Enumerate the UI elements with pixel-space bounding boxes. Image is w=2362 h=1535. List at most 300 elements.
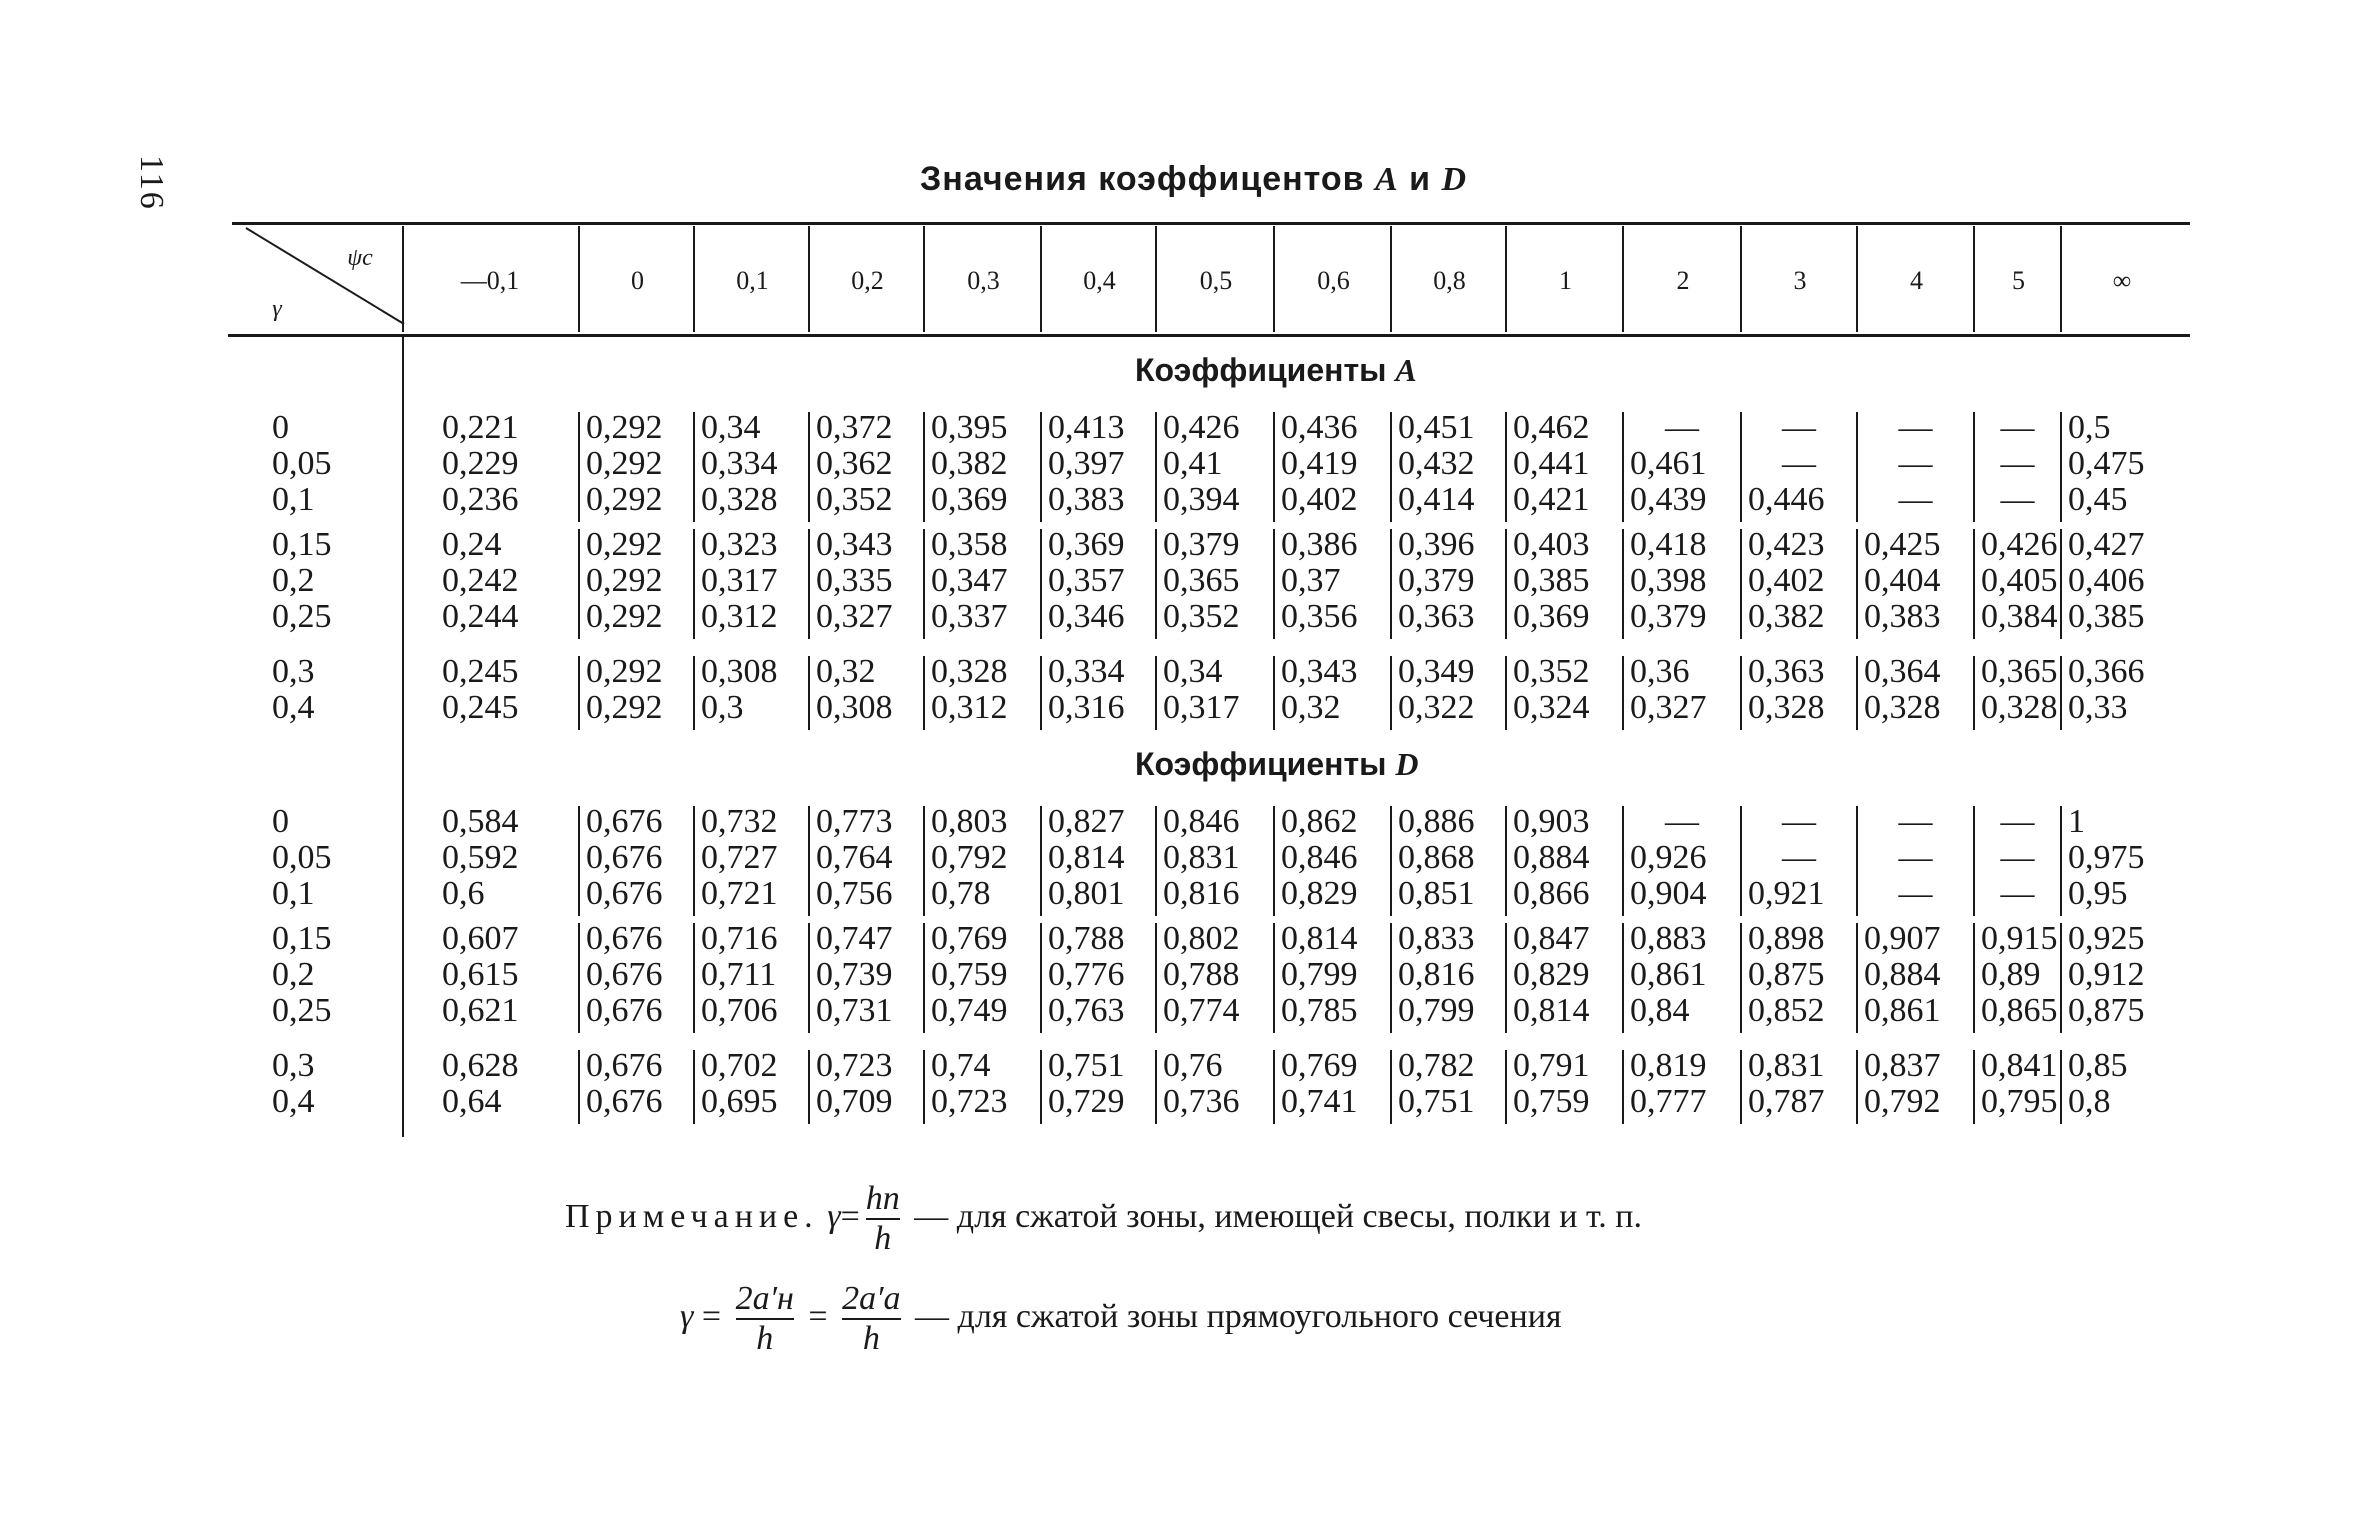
table-cell: 0,592 — [442, 839, 519, 876]
table-cell: — — [2000, 839, 2035, 876]
table-cell: 0,5 — [2068, 409, 2111, 446]
group-divider — [1740, 529, 1742, 639]
table-cell: 0,312 — [931, 689, 1008, 726]
table-cell: — — [2000, 875, 2035, 912]
table-cell: 0,403 — [1513, 526, 1590, 563]
title-letter-d: D — [1441, 161, 1468, 198]
group-divider — [1622, 923, 1624, 1033]
group-divider — [923, 529, 925, 639]
group-divider — [1273, 412, 1275, 522]
table-cell: 0,731 — [816, 992, 893, 1029]
gamma-column-rule — [402, 337, 404, 1137]
table-cell: 0,751 — [1398, 1083, 1475, 1120]
group-divider — [1740, 923, 1742, 1033]
table-cell: 0,846 — [1281, 839, 1358, 876]
gamma-value: 0 — [272, 803, 289, 840]
fraction-numerator: 2a′н — [735, 1280, 794, 1317]
table-cell: — — [2000, 409, 2035, 446]
column-header-psi: 0,2 — [851, 266, 884, 295]
table-cell: 0,36 — [1630, 653, 1690, 690]
table-cell: 0,716 — [701, 920, 778, 957]
fraction-numerator: 2a′а — [842, 1280, 901, 1317]
group-divider — [693, 1050, 695, 1124]
table-cell: 0,706 — [701, 992, 778, 1029]
table-cell: — — [2000, 445, 2035, 482]
group-divider — [1505, 656, 1507, 730]
table-cell: 0,814 — [1513, 992, 1590, 1029]
column-header-psi: 0,1 — [736, 266, 769, 295]
title-and: и — [1409, 160, 1432, 198]
table-cell: 0,385 — [2068, 598, 2145, 635]
fraction-denominator: h — [866, 1218, 900, 1258]
group-divider — [578, 656, 580, 730]
table-cell: 0,875 — [2068, 992, 2145, 1029]
table-cell: — — [1898, 839, 1933, 876]
group-divider — [1155, 1050, 1157, 1124]
column-header-psi: 0,6 — [1317, 266, 1350, 295]
table-cell: 0,379 — [1630, 598, 1707, 635]
note-text-2: — для сжатой зоны прямоугольного сечения — [915, 1297, 1562, 1335]
table-cell: 0,418 — [1630, 526, 1707, 563]
table-cell: 0,364 — [1864, 653, 1941, 690]
table-title — [920, 160, 1467, 199]
table-cell: 0,34 — [1163, 653, 1223, 690]
table-cell: 0,827 — [1048, 803, 1125, 840]
fraction-numerator: hп — [865, 1180, 900, 1217]
table-cell: 0,436 — [1281, 409, 1358, 446]
table-cell: 0,831 — [1163, 839, 1240, 876]
group-divider — [1390, 923, 1392, 1033]
group-divider — [1856, 1050, 1858, 1124]
table-cell: 0,862 — [1281, 803, 1358, 840]
table-cell: 0,875 — [1748, 956, 1825, 993]
table-cell: 0,741 — [1281, 1083, 1358, 1120]
table-cell: 0,362 — [816, 445, 893, 482]
group-divider — [1740, 656, 1742, 730]
table-cell: 0,841 — [1981, 1047, 2058, 1084]
table-cell: 0,926 — [1630, 839, 1707, 876]
group-divider — [2060, 923, 2062, 1033]
column-header-psi: —0,1 — [460, 266, 520, 295]
group-divider — [1973, 529, 1975, 639]
group-divider — [693, 806, 695, 916]
table-cell: 0,357 — [1048, 562, 1125, 599]
table-cell: 0,426 — [1163, 409, 1240, 446]
table-cell: 0,292 — [586, 481, 663, 518]
table-cell: 0,292 — [586, 653, 663, 690]
fraction-hp-over-h — [866, 1180, 900, 1258]
table-cell: 0,884 — [1513, 839, 1590, 876]
table-cell: 0,363 — [1398, 598, 1475, 635]
table-cell: 0,801 — [1048, 875, 1125, 912]
group-divider — [1273, 656, 1275, 730]
table-cell: 0,85 — [2068, 1047, 2128, 1084]
table-cell: — — [1782, 409, 1816, 446]
group-divider — [693, 923, 695, 1033]
table-cell: 0,732 — [701, 803, 778, 840]
table-cell: 0,776 — [1048, 956, 1125, 993]
group-divider — [1040, 656, 1042, 730]
table-cell: 0,322 — [1398, 689, 1475, 726]
table-cell: 0,763 — [1048, 992, 1125, 1029]
group-divider — [1040, 806, 1042, 916]
table-cell: 0,759 — [931, 956, 1008, 993]
table-cell: 0,242 — [442, 562, 519, 599]
table-cell: 0,446 — [1748, 481, 1825, 518]
table-cell: 0,427 — [2068, 526, 2145, 563]
group-divider — [1973, 923, 1975, 1033]
table-cell: 0,628 — [442, 1047, 519, 1084]
table-cell: 0,327 — [816, 598, 893, 635]
table-cell: 0,769 — [1281, 1047, 1358, 1084]
table-cell: 0,396 — [1398, 526, 1475, 563]
table-cell: 0,317 — [701, 562, 778, 599]
gamma-value: 0,15 — [272, 526, 332, 563]
table-cell: 0,382 — [1748, 598, 1825, 635]
table-cell: 0,366 — [2068, 653, 2145, 690]
table-cell: — — [1665, 409, 1699, 446]
group-divider — [578, 923, 580, 1033]
section-title-text: Коэффициенты — [1135, 352, 1387, 388]
table-cell: 0,379 — [1163, 526, 1240, 563]
group-divider — [923, 412, 925, 522]
table-cell: 0,328 — [701, 481, 778, 518]
group-divider — [1622, 806, 1624, 916]
table-cell: 0,397 — [1048, 445, 1125, 482]
table-cell: 0,814 — [1048, 839, 1125, 876]
table-cell: 0,328 — [1748, 689, 1825, 726]
note-equals-3: = — [808, 1297, 828, 1335]
table-cell: 0,358 — [931, 526, 1008, 563]
table-cell: 0,292 — [586, 689, 663, 726]
note-gamma-1: γ — [827, 1197, 841, 1235]
group-divider — [808, 1050, 810, 1124]
table-cell: 0,229 — [442, 445, 519, 482]
table-cell: 0,292 — [586, 526, 663, 563]
group-divider — [1856, 412, 1858, 522]
group-divider — [578, 1050, 580, 1124]
table-cell: 0,89 — [1981, 956, 2041, 993]
gamma-value: 0,1 — [272, 875, 315, 912]
group-divider — [923, 923, 925, 1033]
table-cell: 0,385 — [1513, 562, 1590, 599]
table-cell: 0,423 — [1748, 526, 1825, 563]
table-cell: 0,759 — [1513, 1083, 1590, 1120]
column-header-psi: 0,5 — [1199, 266, 1233, 295]
table-cell: 0,777 — [1630, 1083, 1707, 1120]
table-cell: 0,799 — [1281, 956, 1358, 993]
group-divider — [1390, 1050, 1392, 1124]
gamma-value: 0,25 — [272, 598, 332, 635]
column-header-psi: 4 — [1910, 266, 1923, 295]
table-cell: 0,846 — [1163, 803, 1240, 840]
column-header-psi: 5 — [2012, 266, 2025, 295]
table-cell: 0,475 — [2068, 445, 2145, 482]
table-cell: 0,432 — [1398, 445, 1475, 482]
table-cell: 0,785 — [1281, 992, 1358, 1029]
fraction-2aa-over-h — [842, 1280, 900, 1358]
table-cell: 0,383 — [1864, 598, 1941, 635]
group-divider — [2060, 656, 2062, 730]
group-divider — [1740, 806, 1742, 916]
table-cell: 0,795 — [1981, 1083, 2058, 1120]
group-divider — [693, 529, 695, 639]
table-cell: 0,912 — [2068, 956, 2145, 993]
table-cell: 0,426 — [1981, 526, 2058, 563]
gamma-value: 0 — [272, 409, 289, 446]
table-cell: 0,292 — [586, 409, 663, 446]
table-cell: 0,792 — [931, 839, 1008, 876]
group-divider — [1622, 412, 1624, 522]
group-divider — [1273, 1050, 1275, 1124]
table-cell: 0,324 — [1513, 689, 1590, 726]
group-divider — [2060, 529, 2062, 639]
table-cell: 0,6 — [442, 875, 485, 912]
table-cell: 0,747 — [816, 920, 893, 957]
table-cell: 0,774 — [1163, 992, 1240, 1029]
table-cell: 0,365 — [1163, 562, 1240, 599]
table-cell: 0,903 — [1513, 803, 1590, 840]
table-cell: 0,816 — [1163, 875, 1240, 912]
gamma-value: 0,2 — [272, 956, 315, 993]
table-cell: 0,334 — [701, 445, 778, 482]
table-cell: 0,802 — [1163, 920, 1240, 957]
table-cell: 0,676 — [586, 1083, 663, 1120]
group-divider — [1155, 412, 1157, 522]
group-divider — [693, 656, 695, 730]
table-cell: 0,829 — [1281, 875, 1358, 912]
group-divider — [1155, 806, 1157, 916]
table-cell: 0,773 — [816, 803, 893, 840]
table-cell: 0,788 — [1163, 956, 1240, 993]
group-divider — [693, 412, 695, 522]
group-divider — [578, 806, 580, 916]
group-divider — [1505, 412, 1507, 522]
gamma-value: 0,2 — [272, 562, 315, 599]
table-cell: 0,398 — [1630, 562, 1707, 599]
table-cell: 0,402 — [1748, 562, 1825, 599]
table-cell: — — [1898, 481, 1933, 518]
fraction-2an-over-h — [736, 1280, 794, 1358]
table-cell: 0,788 — [1048, 920, 1125, 957]
table-cell: — — [1782, 445, 1816, 482]
table-cell: 0,676 — [586, 920, 663, 957]
table-cell: 0,84 — [1630, 992, 1690, 1029]
group-divider — [1973, 412, 1975, 522]
table-cell: 0,32 — [816, 653, 876, 690]
table-cell: 0,347 — [931, 562, 1008, 599]
corner-label-gamma: γ — [272, 296, 282, 322]
table-cell: 0,414 — [1398, 481, 1475, 518]
table-cell: 0,461 — [1630, 445, 1707, 482]
table-cell: 0,292 — [586, 598, 663, 635]
table-cell: 0,349 — [1398, 653, 1475, 690]
gamma-value: 0,3 — [272, 653, 315, 690]
table-cell: 0,34 — [701, 409, 761, 446]
group-divider — [808, 529, 810, 639]
table-cell: 0,791 — [1513, 1047, 1590, 1084]
table-cell: 0,346 — [1048, 598, 1125, 635]
note-label: Примечание. — [565, 1197, 819, 1235]
group-divider — [1273, 806, 1275, 916]
table-cell: 0,292 — [586, 562, 663, 599]
table-cell: 0,615 — [442, 956, 519, 993]
group-divider — [1856, 923, 1858, 1033]
group-divider — [808, 656, 810, 730]
table-cell: 0,711 — [701, 956, 777, 993]
group-divider — [1856, 806, 1858, 916]
table-cell: 0,782 — [1398, 1047, 1475, 1084]
table-cell: — — [1665, 803, 1699, 840]
table-cell: 0,451 — [1398, 409, 1475, 446]
table-cell: 0,337 — [931, 598, 1008, 635]
group-divider — [2060, 806, 2062, 916]
table-cell: 0,723 — [816, 1047, 893, 1084]
group-divider — [1390, 412, 1392, 522]
column-header-psi: 3 — [1793, 266, 1807, 295]
table-cell: — — [1898, 803, 1933, 840]
gamma-value: 0,05 — [272, 445, 332, 482]
table-cell: 0,736 — [1163, 1083, 1240, 1120]
corner-label-psi: ψc — [347, 245, 373, 271]
table-cell: 0,904 — [1630, 875, 1707, 912]
table-cell: 0,868 — [1398, 839, 1475, 876]
table-cell: 0,975 — [2068, 839, 2145, 876]
table-cell: 0,379 — [1398, 562, 1475, 599]
corner-diagonal — [232, 224, 412, 336]
table-cell: 0,405 — [1981, 562, 2058, 599]
table-cell: 0,898 — [1748, 920, 1825, 957]
table-cell: 0,386 — [1281, 526, 1358, 563]
table-cell: 0,886 — [1398, 803, 1475, 840]
group-divider — [1505, 806, 1507, 916]
table-cell: 0,352 — [1163, 598, 1240, 635]
table-cell: 0,462 — [1513, 409, 1590, 446]
table-cell: 0,33 — [2068, 689, 2128, 726]
note-text-1: — для сжатой зоны, имеющей свесы, полки и т. п. — [914, 1197, 1642, 1235]
group-divider — [1973, 806, 1975, 916]
table-cell: 0,921 — [1748, 875, 1825, 912]
gamma-value: 0,3 — [272, 1047, 315, 1084]
group-divider — [1390, 806, 1392, 916]
table-cell: 0,316 — [1048, 689, 1125, 726]
table-cell: 0,356 — [1281, 598, 1358, 635]
table-cell: 0,3 — [701, 689, 744, 726]
table-cell: 0,584 — [442, 803, 519, 840]
group-divider — [1505, 529, 1507, 639]
table-cell: 0,383 — [1048, 481, 1125, 518]
group-divider — [923, 806, 925, 916]
table-cell: 0,729 — [1048, 1083, 1125, 1120]
table-cell: 0,245 — [442, 689, 519, 726]
group-divider — [2060, 1050, 2062, 1124]
table-cell: 0,328 — [1981, 689, 2058, 726]
table-cell: 0,866 — [1513, 875, 1590, 912]
table-cell: 0,369 — [1048, 526, 1125, 563]
table-cell: 0,32 — [1281, 689, 1341, 726]
table-cell: 0,852 — [1748, 992, 1825, 1029]
table-cell: 0,721 — [701, 875, 778, 912]
table-cell: 0,751 — [1048, 1047, 1125, 1084]
group-divider — [1040, 1050, 1042, 1124]
table-cell: 0,915 — [1981, 920, 2058, 957]
table-cell: 0,792 — [1864, 1083, 1941, 1120]
table-cell: 0,621 — [442, 992, 519, 1029]
table-cell: 0,865 — [1981, 992, 2058, 1029]
table-cell: 0,739 — [816, 956, 893, 993]
table-cell: 0,851 — [1398, 875, 1475, 912]
group-divider — [1040, 923, 1042, 1033]
gamma-value: 0,15 — [272, 920, 332, 957]
table-cell: 0,861 — [1630, 956, 1707, 993]
table-cell: 0,24 — [442, 526, 502, 563]
table-cell: 0,676 — [586, 1047, 663, 1084]
table-cell: 1 — [2068, 803, 2085, 840]
group-divider — [1622, 529, 1624, 639]
group-divider — [1973, 1050, 1975, 1124]
group-divider — [578, 412, 580, 522]
table-cell: 0,833 — [1398, 920, 1475, 957]
group-divider — [808, 923, 810, 1033]
table-cell: 0,676 — [586, 956, 663, 993]
group-divider — [1856, 656, 1858, 730]
table-cell: — — [1898, 409, 1933, 446]
table-cell: 0,95 — [2068, 875, 2128, 912]
table-cell: 0,292 — [586, 445, 663, 482]
table-cell: 0,425 — [1864, 526, 1941, 563]
table-cell: 0,308 — [816, 689, 893, 726]
table-cell: 0,369 — [931, 481, 1008, 518]
group-divider — [1740, 1050, 1742, 1124]
table-cell: 0,343 — [816, 526, 893, 563]
table-cell: 0,413 — [1048, 409, 1125, 446]
table-cell: 0,327 — [1630, 689, 1707, 726]
table-cell: 0,441 — [1513, 445, 1590, 482]
group-divider — [2060, 412, 2062, 522]
table-cell: 0,814 — [1281, 920, 1358, 957]
table-cell: 0,317 — [1163, 689, 1240, 726]
table-cell: — — [1782, 803, 1816, 840]
table-cell: 0,831 — [1748, 1047, 1825, 1084]
gamma-value: 0,05 — [272, 839, 332, 876]
group-divider — [1390, 656, 1392, 730]
table-cell: 0,676 — [586, 992, 663, 1029]
table-cell: 0,702 — [701, 1047, 778, 1084]
table-cell: 0,883 — [1630, 920, 1707, 957]
table-cell: 0,861 — [1864, 992, 1941, 1029]
title-letter-a: A — [1375, 161, 1399, 198]
table-cell: 0,727 — [701, 839, 778, 876]
table-cell: — — [1898, 875, 1933, 912]
group-divider — [1856, 529, 1858, 639]
table-cell: 0,369 — [1513, 598, 1590, 635]
section-title-text: Коэффициенты — [1135, 746, 1387, 782]
group-divider — [1505, 1050, 1507, 1124]
table-cell: 0,404 — [1864, 562, 1941, 599]
note-equals-1: = — [840, 1197, 860, 1235]
group-divider — [1973, 656, 1975, 730]
group-divider — [808, 806, 810, 916]
column-header-psi: 0,4 — [1083, 266, 1116, 295]
table-cell: 0,676 — [586, 875, 663, 912]
table-cell: 0,837 — [1864, 1047, 1941, 1084]
table-cell: 0,343 — [1281, 653, 1358, 690]
group-divider — [1390, 529, 1392, 639]
section-title-section_a — [1135, 352, 1417, 389]
section-title-section_d — [1135, 746, 1418, 783]
group-divider — [1273, 529, 1275, 639]
table-cell: 0,607 — [442, 920, 519, 957]
